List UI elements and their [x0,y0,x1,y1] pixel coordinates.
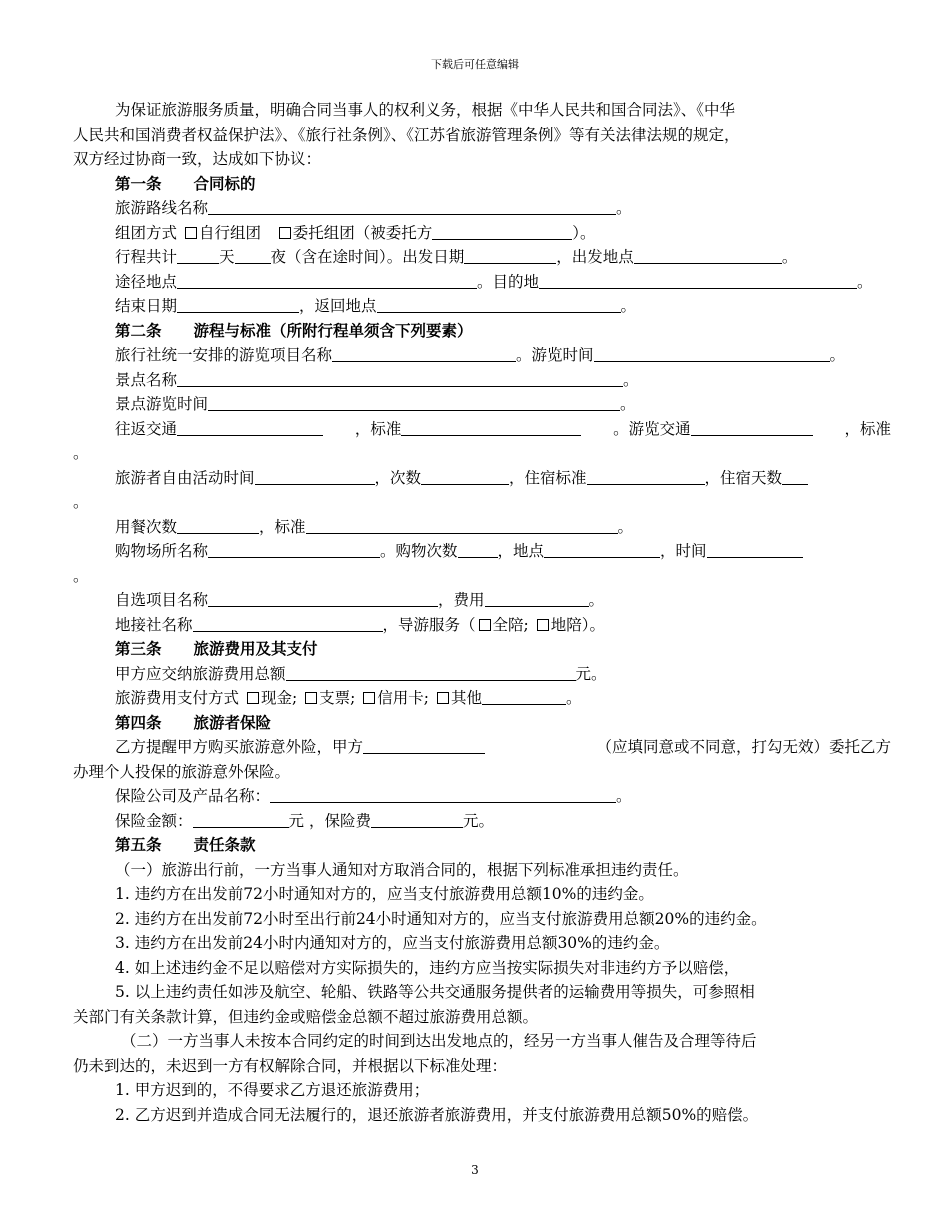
depart-place-blank[interactable] [634,247,782,264]
other-checkbox[interactable] [437,692,449,704]
other-payment-blank[interactable] [482,688,566,705]
route-name-blank[interactable] [208,198,616,215]
clause-item: 3. 违约方在出发前24小时内通知对方的，应当支付旅游费用总额30%的违约金。 [115,934,670,952]
optional-item-blank[interactable] [208,590,438,607]
orphan-period: 。 [73,566,89,585]
optional-item-row: 自选项目名称 ，费用 。 [115,591,605,609]
trip-length-row: 行程共计 天 夜（含在途时间）。出发日期 ，出发地点 。 [115,248,798,266]
premium-blank[interactable] [371,811,463,828]
orphan-period: 。 [73,444,89,462]
days-blank[interactable] [177,247,219,264]
insurance-consent-row: 乙方提醒甲方购买旅游意外险，甲方 （应填同意或不同意，打勾无效）委托乙方 [115,738,891,756]
shop-place-blank[interactable] [544,541,660,558]
clause-item: 2. 违约方在出发前72小时至出行前24小时通知对方的，应当支付旅游费用总额20%的违约金。 [115,909,767,928]
article-3-heading: 第三条 旅游费用及其支付 [115,640,318,658]
credit-card-checkbox[interactable] [363,692,375,704]
tour-time-blank[interactable] [594,345,830,362]
cash-checkbox[interactable] [247,692,259,704]
lodging-standard-blank[interactable] [587,468,705,485]
local-agency-row: 地接社名称 ，导游服务（ 全陪; 地陪）。 [115,615,605,634]
clause-paragraph: （一）旅游出行前，一方当事人通知对方取消合同的，根据下列标准承担违约责任。 [115,860,689,879]
insurance-amount-row: 保险金额： 元 ，保险费 元。 [115,811,494,830]
self-group-checkbox[interactable] [185,227,197,239]
end-date-blank[interactable] [177,296,299,313]
via-dest-row: 途径地点 。目的地 。 [115,272,873,291]
total-fee-blank[interactable] [286,664,576,681]
tour-items-row: 旅行社统一安排的游览项目名称 。游览时间 。 [115,346,846,364]
page-number: 3 [471,1163,479,1177]
lodging-days-blank[interactable] [782,468,808,485]
clause-item: 4. 如上述违约金不足以赔偿对方实际损失的，违约方应当按实际损失对非违约方予以赔偿， [115,958,740,977]
clause-paragraph-cont: 仍未到达的，未迟到一方有权解除合同，并根据以下标准处理： [73,1056,508,1075]
end-date-row: 结束日期 ，返回地点 。 [115,297,637,315]
via-places-blank[interactable] [177,272,477,289]
shop-count-blank[interactable] [458,541,498,558]
article-4-heading: 第四条 旅游者保险 [115,713,272,732]
clause-item: 2. 乙方迟到并造成合同无法履行的，退还旅游者旅游费用，并支付旅游费用总额50%的赔偿。 [115,1105,759,1124]
insurance-consent-blank[interactable] [363,737,485,754]
transport-row: 往返交通 ，标准 。游览交通 ，标准 [115,419,891,438]
total-fee-row: 甲方应交纳旅游费用总额 元。 [115,664,607,683]
article-2-heading: 第二条 游程与标准（所附行程单须含下列要素） [115,321,473,340]
intro-line: 人民共和国消费者权益保护法》、《旅行社条例》、《江苏省旅游管理条例》等有关法律法规的规定， [73,125,740,144]
spot-time-row: 景点游览时间 。 [115,395,636,413]
route-name-row: 旅游路线名称 。 [115,199,632,217]
intro-line: 为保证旅游服务质量，明确合同当事人的权利义务，根据《中华人民共和国合同法》、《中华 [115,101,736,119]
clause-item-cont: 关部门有关条款计算，但违约金或赔偿金总额不超过旅游费用总额。 [73,1007,539,1026]
contract-body [73,98,891,1127]
shopping-row: 购物场所名称 。购物次数 ，地点 ，时间 [73,539,891,564]
insurance-company-row: 保险公司及产品名称： 。 [115,787,632,805]
full-escort-checkbox[interactable] [479,619,491,631]
transport-standard-blank[interactable] [401,419,581,436]
clause-item: 1. 甲方迟到的，不得要求乙方退还旅游费用； [115,1081,430,1099]
cheque-checkbox[interactable] [305,692,317,704]
page-header: 下载后可任意编辑 [431,58,519,71]
optional-fee-blank[interactable] [485,590,589,607]
spot-name-row: 景点名称 。 [115,370,639,389]
depart-date-blank[interactable] [464,247,556,264]
article-1-heading: 第一条 合同标的 [115,174,256,193]
clause-item: 5. 以上违约责任如涉及航空、轮船、铁路等公共交通服务提供者的运输费用等损失，可参照相 [115,983,755,1001]
insurance-company-blank[interactable] [270,786,616,803]
tour-transport-blank[interactable] [691,419,813,436]
shop-name-blank[interactable] [208,541,380,558]
spot-time-blank[interactable] [208,394,620,411]
article-5-heading: 第五条 责任条款 [115,836,256,854]
free-activity-row: 旅游者自由活动时间 ，次数 ，住宿标准 ，住宿天数 [73,466,891,491]
local-escort-checkbox[interactable] [537,619,549,631]
tour-items-blank[interactable] [332,345,516,362]
intro-line: 双方经过协商一致，达成如下协议： [73,150,322,168]
group-mode-row: 组团方式 自行组团 委托组团（被委托方 ）。 [115,223,596,242]
destination-blank[interactable] [539,272,857,289]
payment-method-row: 旅游费用支付方式 现金; 支票; 信用卡; 其他 。 [115,689,582,707]
spot-name-blank[interactable] [177,370,623,387]
clause-paragraph: （二）一方当事人未按本合同约定的时间到达出发地点的，经另一方当事人催告及合理等待后 [121,1032,757,1050]
return-place-blank[interactable] [377,296,621,313]
shop-time-blank[interactable] [707,541,803,558]
clause-item: 1. 违约方在出发前72小时通知对方的，应当支付旅游费用总额10%的违约金。 [115,885,654,903]
insurance-amount-blank[interactable] [193,811,289,828]
meals-row: 用餐次数 ，标准 。 [115,517,634,536]
free-count-blank[interactable] [421,468,509,485]
transport-blank[interactable] [177,419,323,436]
insurance-line: 办理个人投保的旅游意外保险。 [73,762,291,781]
orphan-period: 。 [73,493,89,511]
nights-blank[interactable] [235,247,271,264]
entrusted-party-blank[interactable] [432,223,572,240]
meals-count-blank[interactable] [177,517,259,534]
meal-standard-blank[interactable] [306,517,618,534]
free-time-blank[interactable] [255,468,375,485]
local-agency-blank[interactable] [193,615,383,632]
entrust-group-checkbox[interactable] [279,227,291,239]
